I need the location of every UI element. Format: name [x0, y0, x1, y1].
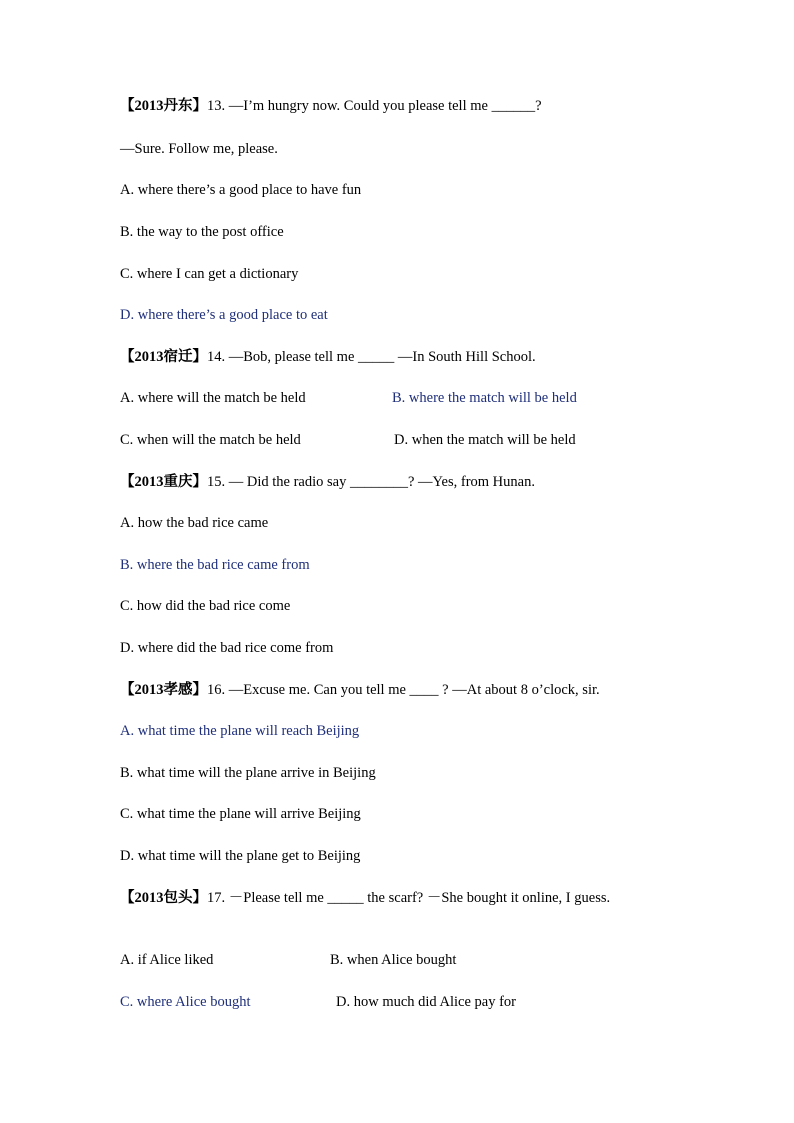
question-13-stem [120, 96, 542, 116]
option-d: D. how much did Alice pay for [336, 994, 517, 1010]
question-text: 15. — Did the radio say ________? —Yes, from Hunan. [207, 474, 535, 490]
option-a: A. if Alice liked [120, 952, 214, 968]
question-text: 16. —Excuse me. Can you tell me ____ ? —At about 8 o’clock, sir. [207, 682, 600, 698]
option-d: D. what time will the plane get to Beijing [120, 848, 361, 864]
option-b-answer: B. where the bad rice came from [120, 557, 310, 573]
option-a: A. how the bad rice came [120, 515, 269, 531]
question-text: 14. —Bob, please tell me _____ —In South Hill School. [207, 349, 536, 365]
option-c: C. what time the plane will arrive Beijing [120, 806, 361, 822]
option-b: B. what time will the plane arrive in Beijing [120, 765, 376, 781]
question-source: 【2013重庆】 [120, 474, 207, 490]
option-a-answer: A. what time the plane will reach Beijing [120, 723, 360, 739]
option-d: D. when the match will be held [394, 432, 576, 448]
question-16-stem [120, 680, 600, 700]
option-a: A. where there’s a good place to have fun [120, 182, 362, 198]
question-17-stem [120, 888, 676, 908]
question-source: 【2013丹东】 [120, 98, 207, 114]
question-source: 【2013宿迁】 [120, 349, 207, 365]
option-d-answer: D. where there’s a good place to eat [120, 307, 328, 323]
question-text: 13. —I’m hungry now. Could you please tell me ______? [207, 98, 542, 114]
question-15-stem [120, 472, 535, 492]
option-b: B. when Alice bought [330, 952, 457, 968]
question-source: 【2013包头】 [120, 890, 207, 906]
option-c-answer: C. where Alice bought [120, 994, 251, 1010]
option-b: B. the way to the post office [120, 224, 284, 240]
question-14-stem [120, 347, 536, 367]
question-13-reply: —Sure. Follow me, please. [120, 141, 278, 157]
option-c: C. when will the match be held [120, 432, 301, 448]
question-source: 【2013孝感】 [120, 682, 207, 698]
option-d: D. where did the bad rice come from [120, 640, 334, 656]
option-c: C. where I can get a dictionary [120, 266, 299, 282]
option-c: C. how did the bad rice come [120, 598, 291, 614]
question-text: 17. －Please tell me _____ the scarf? －She bought it online, I guess. [207, 890, 611, 906]
option-a: A. where will the match be held [120, 390, 306, 406]
option-b-answer: B. where the match will be held [392, 390, 577, 406]
